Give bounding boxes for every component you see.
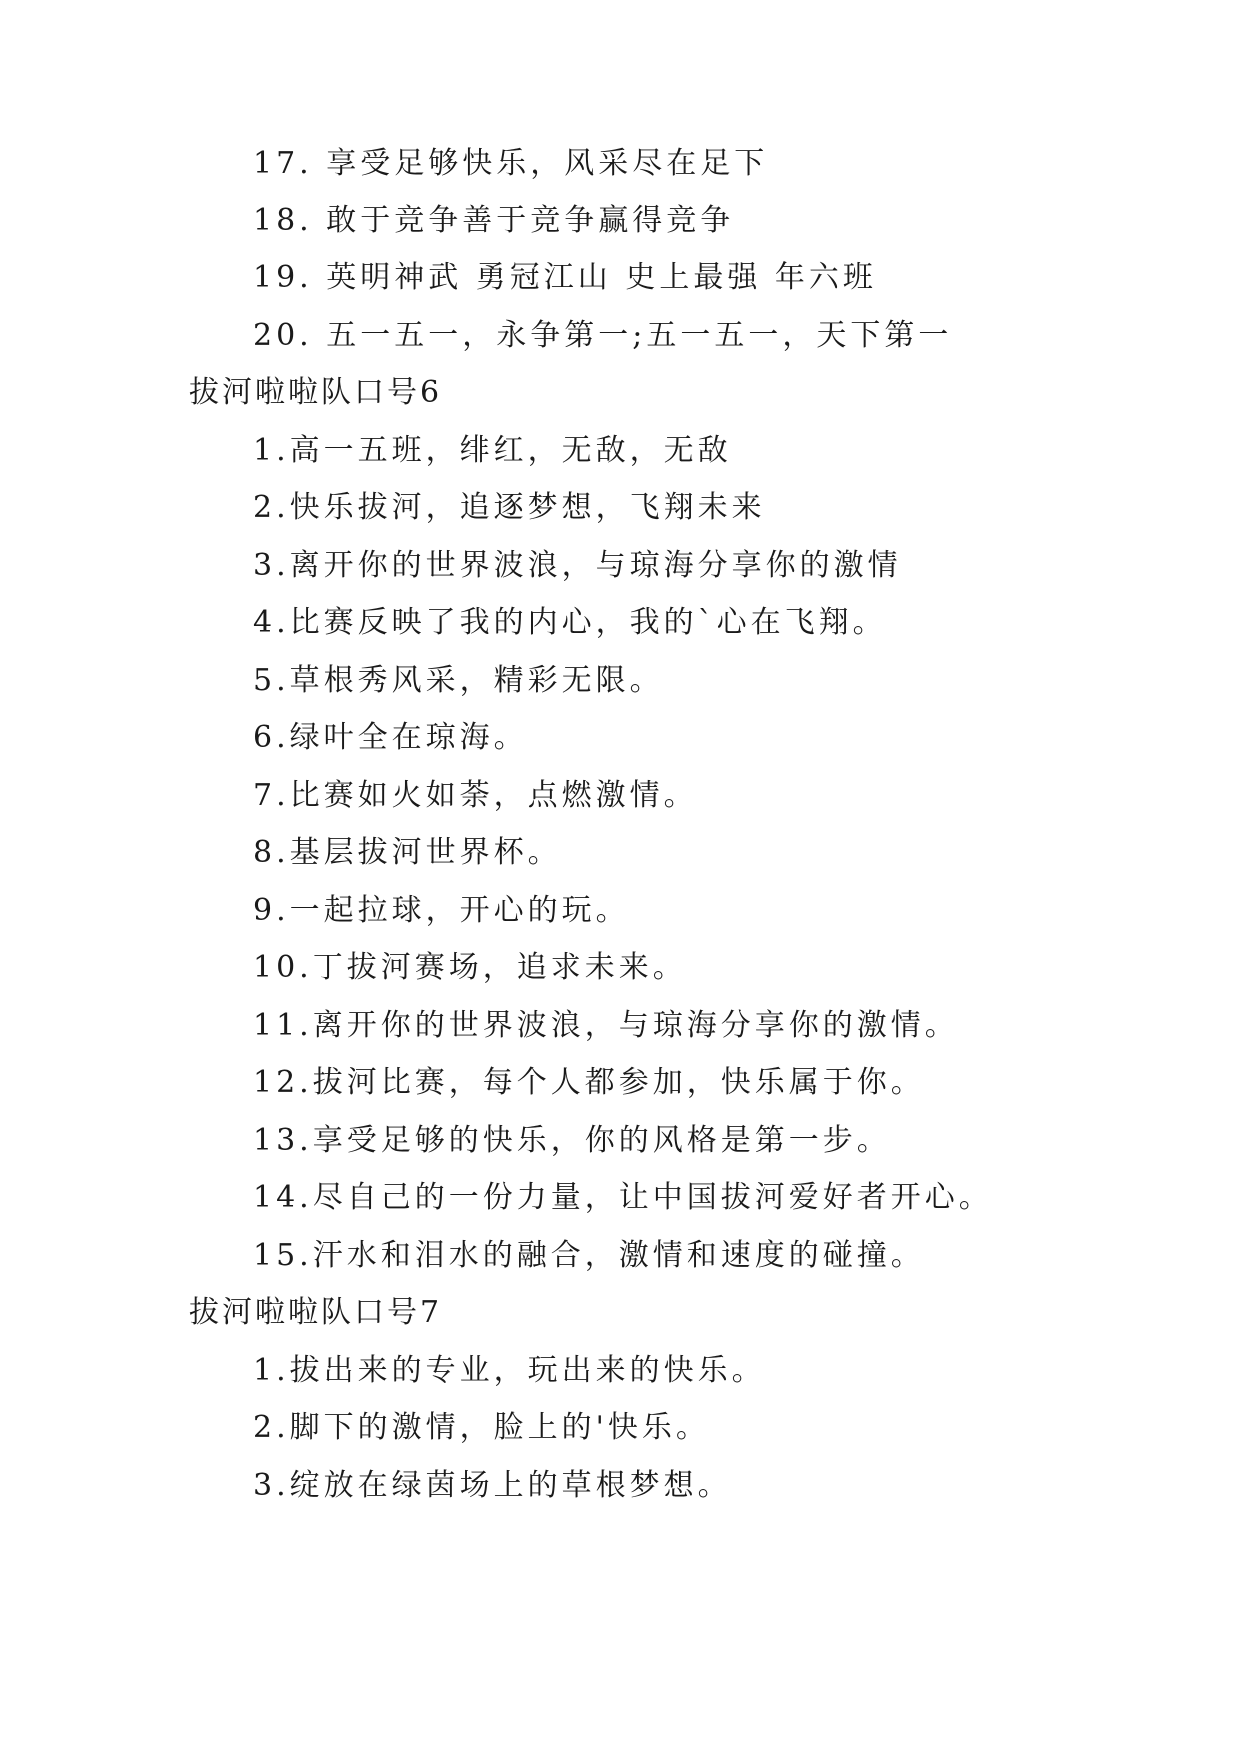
list-item: 3.绽放在绿茵场上的草根梦想。 <box>253 1468 732 1503</box>
list-item: 2.脚下的激情，脸上的'快乐。 <box>253 1410 710 1445</box>
list-item: 7.比赛如火如荼，点燃激情。 <box>253 778 698 813</box>
list-item: 12.拔河比赛，每个人都参加，快乐属于你。 <box>253 1065 925 1100</box>
section-heading: 拔河啦啦队口号7 <box>189 1295 443 1330</box>
list-item: 13.享受足够的快乐，你的风格是第一步。 <box>253 1123 891 1158</box>
list-item: 1.拔出来的专业，玩出来的快乐。 <box>253 1353 766 1388</box>
list-item: 15.汗水和泪水的融合，激情和速度的碰撞。 <box>253 1238 925 1273</box>
list-item: 14.尽自己的一份力量，让中国拔河爱好者开心。 <box>253 1180 993 1215</box>
list-item: 5.草根秀风采，精彩无限。 <box>253 663 664 698</box>
list-item: 19. 英明神武 勇冠江山 史上最强 年六班 <box>253 260 877 295</box>
list-item: 10.丁拔河赛场，追求未来。 <box>253 950 687 985</box>
list-item: 17. 享受足够快乐，风采尽在足下 <box>253 146 769 181</box>
list-item: 2.快乐拔河，追逐梦想，飞翔未来 <box>253 490 766 525</box>
section-heading: 拔河啦啦队口号6 <box>189 375 443 410</box>
list-item: 3.离开你的世界波浪，与琼海分享你的激情 <box>253 548 902 583</box>
list-item: 20. 五一五一，永争第一;五一五一，天下第一 <box>253 318 953 353</box>
list-item: 8.基层拔河世界杯。 <box>253 835 562 870</box>
list-item: 6.绿叶全在琼海。 <box>253 720 528 755</box>
list-item: 11.离开你的世界波浪，与琼海分享你的激情。 <box>253 1008 959 1043</box>
list-item: 9.一起拉球，开心的玩。 <box>253 893 630 928</box>
list-item: 1.高一五班，绯红，无敌，无敌 <box>253 433 732 468</box>
list-item: 4.比赛反映了我的内心，我的`心在飞翔。 <box>253 605 887 640</box>
list-item: 18. 敢于竞争善于竞争赢得竞争 <box>253 203 735 238</box>
